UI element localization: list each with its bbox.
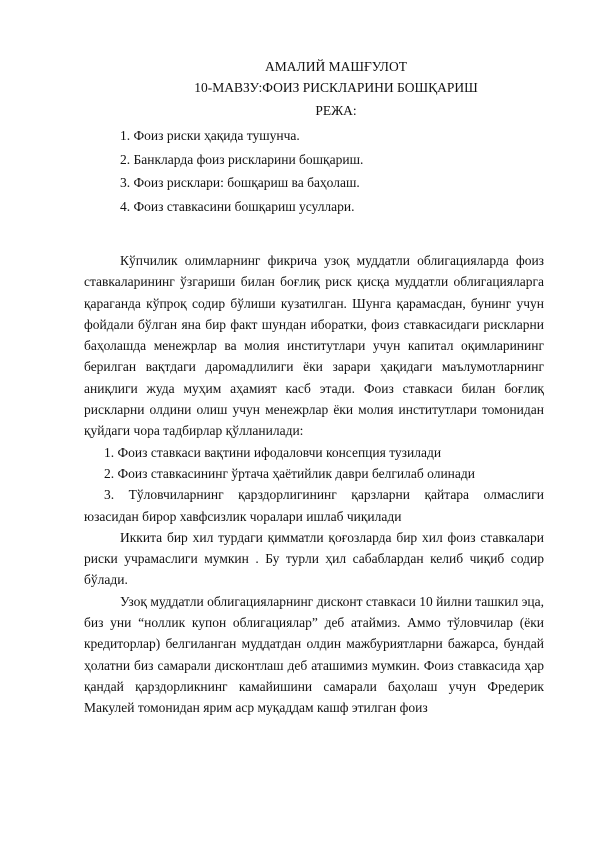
plan-item: 3. Фоиз рисклари: бошқариш ва баҳолаш. — [120, 175, 360, 190]
measure-item: 1. Фоиз ставкаси вақтини ифодаловчи консепция тузилади — [104, 444, 442, 460]
document-title: АМАЛИЙ МАШҒУЛОТ — [265, 59, 407, 74]
body-text — [84, 250, 544, 719]
plan-heading: РЕЖА: — [315, 103, 357, 118]
paragraph-intro: Кўпчилик олимларнинг фикрича узоқ муддатли облигацияларда фоиз ставкаларининг ўзгариши билан боғлиқ риск қисқа муддатли облигацияларга қараганда кўпроқ содир бўлиши кузатилган. Шунга қарамасдан, бунинг учун фойдали бўлган яна бир факт шундан иборатки, фоиз ставкасидаги рискларни баҳолашда менежрлар ва молия институтлари учун капитал оқимларининг берилган вақтдаги даромадлилиги ёки зарари ҳақидаги маълумотларнинг аниқлиги жуда муҳим аҳамият касб этади. Фоиз ставкаси билан боғлиқ рискларни олдини олиш учун менежрлар ёки молия институтлари томонидан қуйдаги чора тадбирлар қўлланилади: — [84, 253, 544, 439]
topic-title: 10-МАВЗУ:ФОИЗ РИСКЛАРИНИ БОШҚАРИШ — [194, 80, 478, 95]
plan-item: 2. Банкларда фоиз рискларини бошқариш. — [120, 151, 364, 167]
paragraph: Узоқ муддатли облигацияларнинг дисконт ставкаси 10 йилни ташкил эца, биз уни “ноллик купон облигациялар” деб атаймиз. Аммо тўловчилар (ёки кредиторлар) белгиланган муддатдан олдин мажбуриятларни бажарса, бундай ҳолатни биз самарали дисконтлаш деб аташимиз мумкин. Фоиз ставкасида ҳар қандай қарздорликнинг камайишини самарали баҳолаш учун Фредерик Макулей томонидан ярим аср муқаддам кашф этилган фоиз — [84, 593, 544, 716]
paragraph: Иккита бир хил турдаги қимматли қоғозларда бир хил фоиз ставкалари риски учрамаслиги мумкин . Бу турли ҳил сабаблардан келиб чиқиб содир бўлади. — [84, 529, 544, 588]
measure-item: 3. Тўловчиларнинг қарздорлигининг қарзларни қайтара олмаслиги юзасидан бирор хавфсизлик чоралари ишлаб чиқилади — [84, 487, 544, 524]
plan-list — [120, 128, 363, 222]
measure-item: 2. Фоиз ставкасининг ўртача ҳаётийлик даври белгилаб олинади — [104, 465, 475, 481]
plan-item: 1. Фоиз риски ҳақида тушунча. — [120, 128, 300, 143]
plan-item: 4. Фоиз ставкасини бошқариш усуллари. — [120, 198, 355, 214]
